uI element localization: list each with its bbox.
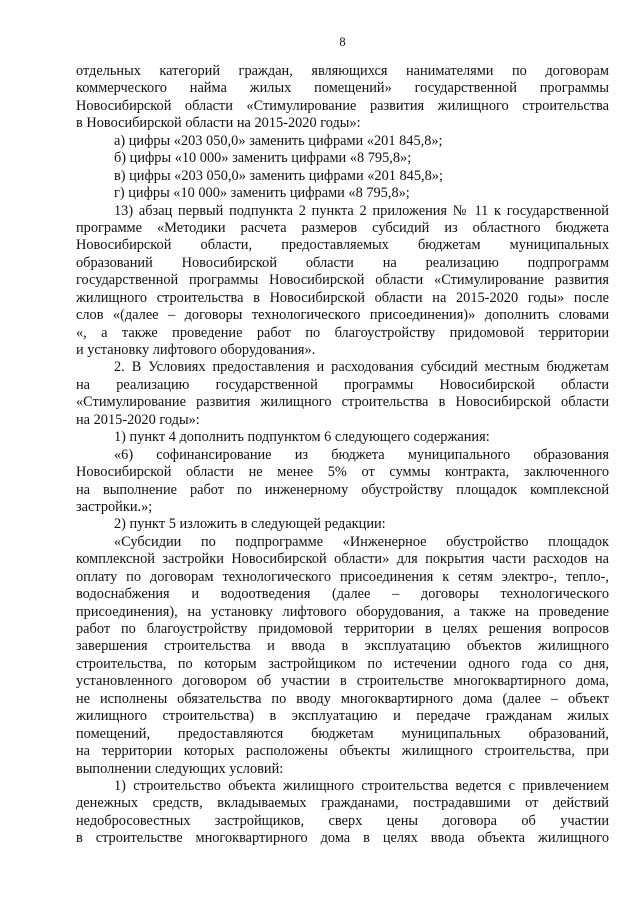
text-line: и установку лифтового оборудования». (76, 342, 316, 358)
text-line: 2) пункт 5 изложить в следующей редакции: (114, 516, 386, 533)
text-line: «Стимулирование развития жилищного строительства в Новосибирской области (76, 394, 609, 411)
text-line: не исполнены обязательства по вводу многоквартирного дома (далее – объект (76, 690, 609, 707)
text-line: «6) софинансирование из бюджета муниципального образования (114, 446, 609, 463)
text-line: жилищного строительства в Новосибирской области на 2015-2020 годы» после (76, 289, 609, 306)
text-line: 13) абзац первый подпункта 2 пункта 2 приложения № 11 к государственной (114, 202, 609, 219)
text-line: 1) пункт 4 дополнить подпунктом 6 следующего содержания: (114, 429, 490, 446)
text-line: выполнении следующих условий: (76, 760, 284, 777)
text-line: денежных средств, вкладываемых гражданами, пострадавшими от действий (76, 795, 609, 812)
text-line: 1) строительство объекта жилищного строительства ведется с привлечением (114, 777, 609, 794)
text-line: слов «(далее – договоры технологического присоединения)» дополнить словами (76, 307, 609, 324)
text-line: строительства, по которым застройщиком по истечении одного года со дня, (76, 655, 609, 672)
text-line: на реализацию государственной программы Новосибирской области (76, 376, 609, 393)
text-line: программе «Методики расчета размеров субсидий из областного бюджета (76, 219, 609, 236)
text-line: работ по благоустройству придомовой территории в целях решения вопросов (76, 621, 609, 637)
text-line: коммерческого найма жилых помещений» государственной программы (76, 80, 609, 97)
text-line: «, а также проведение работ по благоустройству придомовой территории (76, 324, 609, 341)
text-line: на 2015-2020 годы»: (76, 411, 200, 428)
text-line: государственной программы Новосибирской области «Стимулирование развития (76, 272, 609, 289)
text-line: недобросовестных застройщиков, сверх цены договора об участии (76, 812, 609, 829)
text-line: присоединения), на установку лифтового оборудования, а также на проведение (76, 603, 609, 620)
text-line: помещений, предоставляются бюджетам муниципальных образований, (76, 725, 609, 742)
text-line: водоснабжения и водоотведения (далее – договоры технологического (76, 586, 609, 603)
text-line: образований Новосибирской области на реализацию подпрограмм (76, 254, 609, 271)
text-line: на территории которых расположены объекты жилищного строительства, при (76, 743, 609, 760)
text-line: Новосибирской области не менее 5% от суммы контракта, заключенного (76, 464, 609, 481)
text-line: в строительстве многоквартирного дома в целях ввода объекта жилищного (76, 830, 609, 847)
text-line: комплексной застройки Новосибирской области» для покрытия части расходов на (76, 551, 609, 568)
document-body (76, 63, 609, 848)
text-line: «Субсидии по подпрограмме «Инженерное обустройство площадок (114, 533, 609, 550)
text-line: отдельных категорий граждан, являющихся нанимателями по договорам (76, 63, 609, 79)
text-line: а) цифры «203 050,0» заменить цифрами «201 845,8»; (114, 132, 443, 149)
text-line: Новосибирской области, предоставляемых бюджетам муниципальных (76, 237, 609, 254)
text-line: застройки.»; (76, 498, 153, 515)
text-line: 2. В Условиях предоставления и расходования субсидий местным бюджетам (114, 359, 609, 376)
text-line: жилищного строительства) в эксплуатацию и передаче гражданам жилых (76, 708, 609, 725)
text-line: в) цифры «203 050,0» заменить цифрами «201 845,8»; (114, 167, 443, 184)
text-line: установленного договором об участии в строительстве многоквартирного дома, (76, 673, 609, 690)
text-line: в Новосибирской области на 2015-2020 годы»: (76, 115, 361, 132)
document-page (76, 34, 609, 848)
text-line: б) цифры «10 000» заменить цифрами «8 795,8»; (114, 150, 412, 167)
page-number: 8 (339, 35, 346, 49)
text-line: завершения строительства и ввода в эксплуатацию объектов жилищного (76, 638, 609, 655)
text-line: оплату по договорам технологического присоединения к сетям электро-, тепло-, (76, 568, 609, 585)
text-line: Новосибирской области «Стимулирование развития жилищного строительства (76, 97, 609, 114)
text-line: г) цифры «10 000» заменить цифрами «8 795,8»; (114, 185, 410, 202)
text-line: на выполнение работ по инженерному обустройству площадок комплексной (76, 481, 609, 498)
